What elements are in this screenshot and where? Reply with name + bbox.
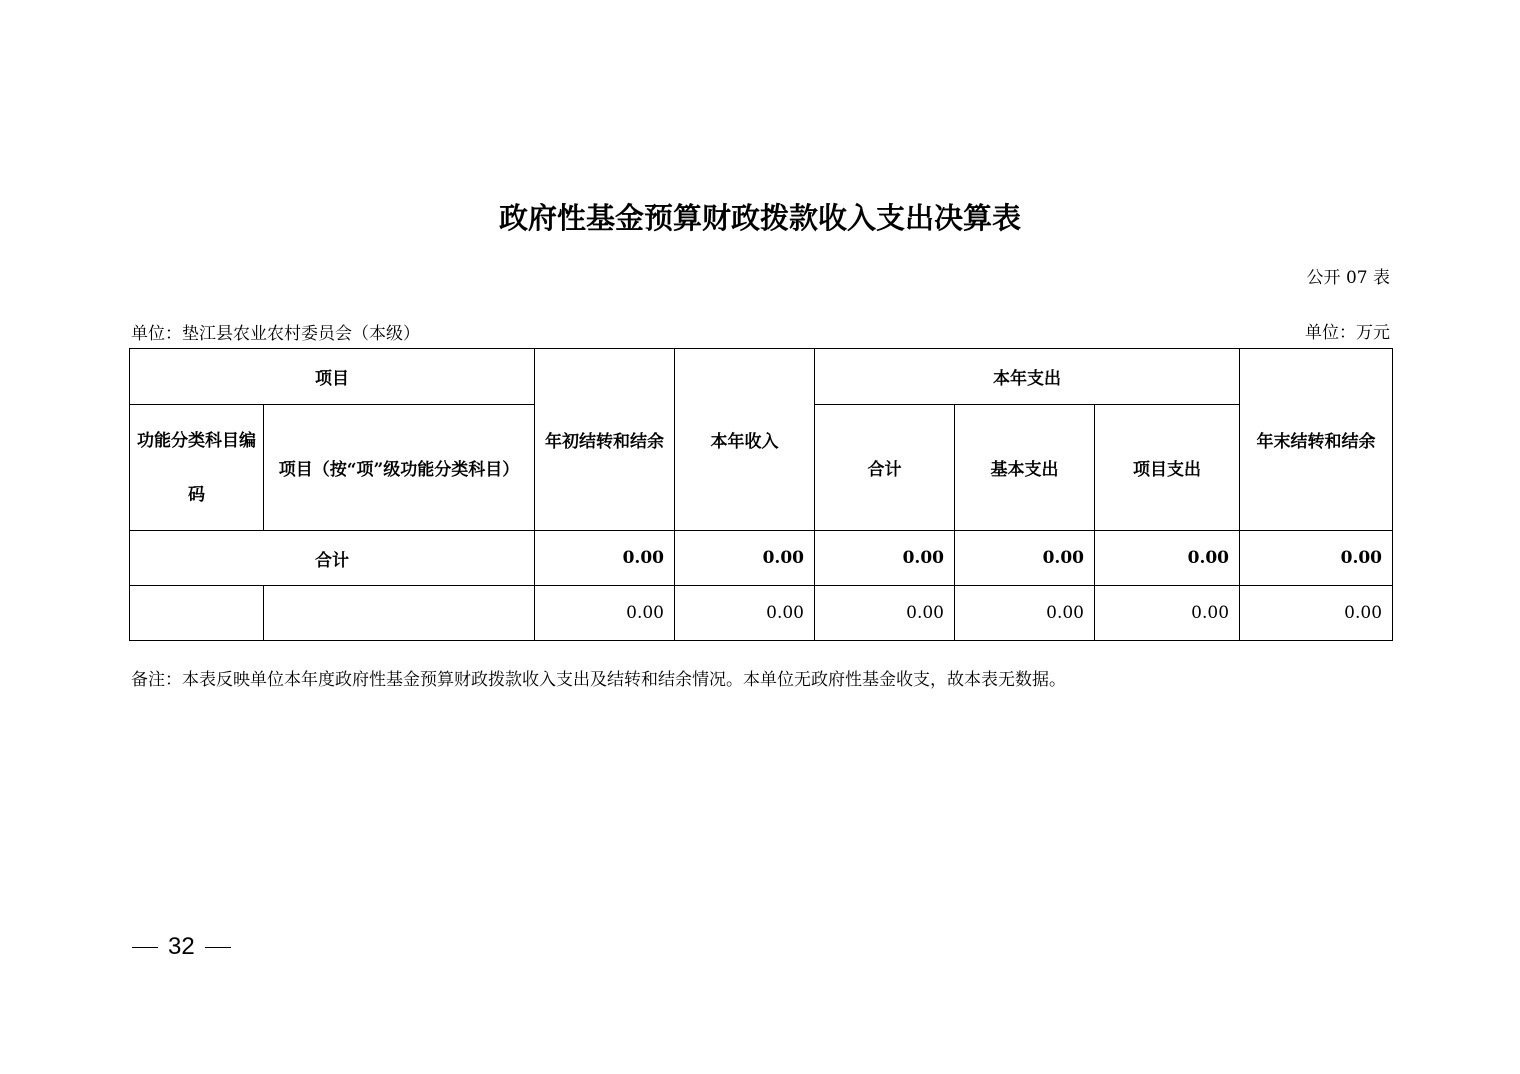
total-exp-basic: 0.00 xyxy=(955,531,1095,586)
header-income: 本年收入 xyxy=(675,349,815,531)
total-row xyxy=(130,531,1393,586)
row-opening-balance: 0.00 xyxy=(535,586,675,641)
reporting-unit: 单位：垫江县农业农村委员会（本级） xyxy=(131,324,420,344)
total-exp-project: 0.00 xyxy=(1095,531,1240,586)
total-exp-total: 0.00 xyxy=(815,531,955,586)
table-note: 备注：本表反映单位本年度政府性基金预算财政拨款收入支出及结转和结余情况。本单位无政府性基金收支，故本表无数据。 xyxy=(131,670,1066,690)
total-income: 0.00 xyxy=(675,531,815,586)
header-item-name: 项目（按“项”级功能分类科目） xyxy=(264,405,535,531)
budget-table xyxy=(129,348,1393,641)
page-footer xyxy=(130,933,241,961)
row-code xyxy=(130,586,264,641)
header-item: 项目 xyxy=(130,349,535,405)
row-exp-project: 0.00 xyxy=(1095,586,1240,641)
dash-left-icon xyxy=(132,947,158,948)
row-exp-basic: 0.00 xyxy=(955,586,1095,641)
dash-right-icon xyxy=(205,947,231,948)
header-code: 功能分类科目编码 xyxy=(130,405,264,531)
page-number: 32 xyxy=(168,933,195,960)
total-opening-balance: 0.00 xyxy=(535,531,675,586)
header-expenditure: 本年支出 xyxy=(815,349,1240,405)
header-exp-total: 合计 xyxy=(815,405,955,531)
row-exp-total: 0.00 xyxy=(815,586,955,641)
row-income: 0.00 xyxy=(675,586,815,641)
currency-unit: 单位：万元 xyxy=(1305,323,1390,343)
table-row xyxy=(130,586,1393,641)
form-number: 公开 07 表 xyxy=(1306,268,1390,288)
row-closing-balance: 0.00 xyxy=(1240,586,1393,641)
header-exp-project: 项目支出 xyxy=(1095,405,1240,531)
row-item-name xyxy=(264,586,535,641)
total-label: 合计 xyxy=(130,531,535,586)
header-row-1 xyxy=(130,349,1393,405)
header-closing-balance: 年末结转和结余 xyxy=(1240,349,1393,531)
header-exp-basic: 基本支出 xyxy=(955,405,1095,531)
page-title: 政府性基金预算财政拨款收入支出决算表 xyxy=(498,201,1021,235)
total-closing-balance: 0.00 xyxy=(1240,531,1393,586)
header-opening-balance: 年初结转和结余 xyxy=(535,349,675,531)
